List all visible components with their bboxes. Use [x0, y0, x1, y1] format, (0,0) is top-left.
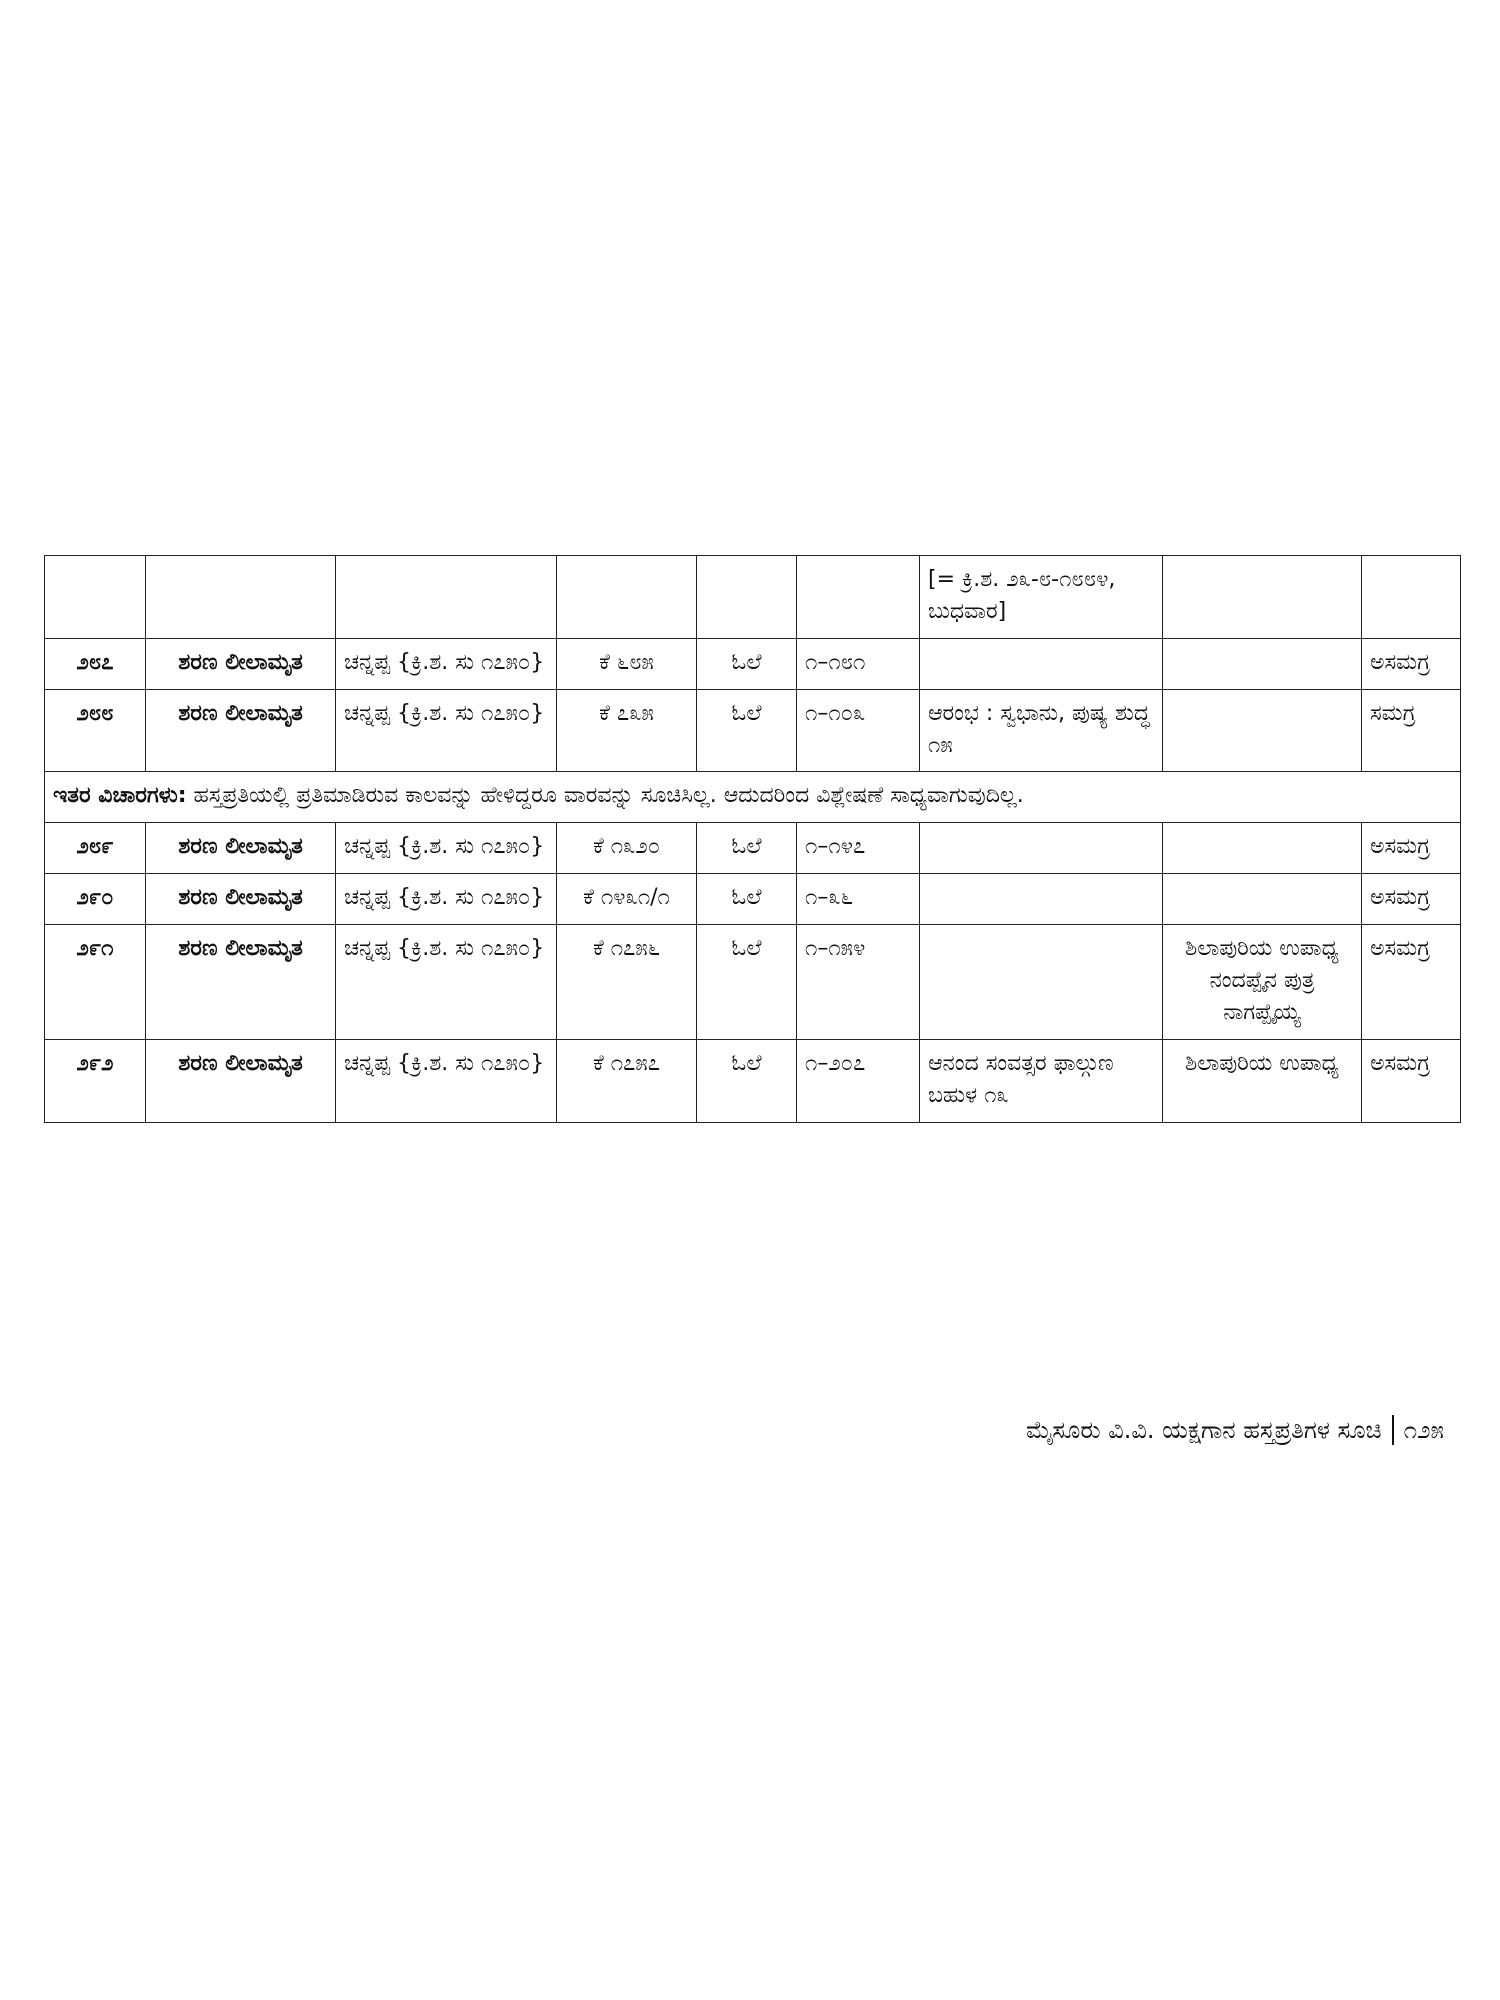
manuscript-number: ಕೆ ೭೩೫	[557, 689, 697, 772]
scribe: ಶಿಲಾಪುರಿಯ ಉಪಾಧ್ಯ ನಂದಪ್ಪೈನ ಪುತ್ರ ನಾಗಪ್ಪೈಯ್ಯ	[1163, 925, 1362, 1040]
completeness-status: ಅಸಮಗ್ರ	[1362, 874, 1461, 925]
manuscript-number: ಕೆ ೧೩೨೦	[557, 823, 697, 874]
material: ಓಲೆ	[697, 689, 797, 772]
note-text: ಹಸ್ತಪ್ರತಿಯಲ್ಲಿ ಪ್ರತಿಮಾಡಿರುವ ಕಾಲವನ್ನು ಹೇಳಿದ್ದರೂ ವಾರವನ್ನು ಸೂಚಿಸಿಲ್ಲ. ಆದುದರಿಂದ ವಿಶ್ಲೇಷಣೆ ಸಾಧ್ಯವಾಗುವುದಿಲ್ಲ.	[193, 783, 1024, 809]
catalogue-number: ೨೮೯	[45, 823, 146, 874]
folio-range: ೧–೧೪೭	[797, 823, 920, 874]
note-label: ಇತರ ವಿಚಾರಗಳು:	[53, 783, 187, 809]
catalogue-number: ೨೮೭	[45, 638, 146, 689]
table-row	[45, 556, 1461, 639]
table-row	[45, 874, 1461, 925]
author-date	[336, 556, 557, 639]
author-date: ಚನ್ನಪ್ಪ {ಕ್ರಿ.ಶ. ಸು ೧೭೫೦}	[336, 689, 557, 772]
folio-range: ೧–೧೫೪	[797, 925, 920, 1040]
work-title: ಶರಣ ಲೀಲಾಮೃತ	[146, 1039, 336, 1122]
author-date: ಚನ್ನಪ್ಪ {ಕ್ರಿ.ಶ. ಸು ೧೭೫೦}	[336, 925, 557, 1040]
scribe	[1163, 689, 1362, 772]
copy-date: ಆರಂಭ : ಸ್ವಭಾನು, ಪುಷ್ಯ ಶುದ್ಧ ೧೫	[920, 689, 1163, 772]
author-date: ಚನ್ನಪ್ಪ {ಕ್ರಿ.ಶ. ಸು ೧೭೫೦}	[336, 874, 557, 925]
folio-range: ೧–೨೦೭	[797, 1039, 920, 1122]
page-footer	[1026, 1415, 1444, 1445]
copy-date	[920, 925, 1163, 1040]
copy-date	[920, 638, 1163, 689]
catalogue-number: ೨೯೨	[45, 1039, 146, 1122]
completeness-status: ಅಸಮಗ್ರ	[1362, 823, 1461, 874]
copy-date	[920, 823, 1163, 874]
copy-date: [= ಕ್ರಿ.ಶ. ೨೩-೮-೧೮೮೪, ಬುಧವಾರ]	[920, 556, 1163, 639]
folio-range	[797, 556, 920, 639]
folio-range: ೧–೩೬	[797, 874, 920, 925]
manuscript-table	[44, 555, 1461, 1123]
footer-separator	[1392, 1415, 1394, 1445]
work-title: ಶರಣ ಲೀಲಾಮೃತ	[146, 874, 336, 925]
material	[697, 556, 797, 639]
manuscript-number: ಕೆ ೧೪೩೧/೧	[557, 874, 697, 925]
scribe	[1163, 874, 1362, 925]
manuscript-number	[557, 556, 697, 639]
manuscript-number: ಕೆ ೬೮೫	[557, 638, 697, 689]
catalogue-number: ೨೯೦	[45, 874, 146, 925]
material: ಓಲೆ	[697, 1039, 797, 1122]
manuscript-number: ಕೆ ೧೭೫೬	[557, 925, 697, 1040]
catalogue-number: ೨೯೧	[45, 925, 146, 1040]
completeness-status: ಅಸಮಗ್ರ	[1362, 925, 1461, 1040]
scribe	[1163, 556, 1362, 639]
material: ಓಲೆ	[697, 925, 797, 1040]
table-body	[45, 556, 1461, 1123]
footer-title: ಮೈಸೂರು ವಿ.ವಿ. ಯಕ್ಷಗಾನ ಹಸ್ತಪ್ರತಿಗಳ ಸೂಚಿ	[1025, 1416, 1382, 1444]
table-row	[45, 823, 1461, 874]
table-row	[45, 689, 1461, 772]
copy-date: ಆನಂದ ಸಂವತ್ಸರ ಫಾಲ್ಗುಣ ಬಹುಳ ೧೩	[920, 1039, 1163, 1122]
scribe	[1163, 823, 1362, 874]
completeness-status	[1362, 556, 1461, 639]
author-date: ಚನ್ನಪ್ಪ {ಕ್ರಿ.ಶ. ಸು ೧೭೫೦}	[336, 823, 557, 874]
scribe: ಶಿಲಾಪುರಿಯ ಉಪಾಧ್ಯ	[1163, 1039, 1362, 1122]
page-number: ೧೨೫	[1403, 1416, 1444, 1444]
copy-date	[920, 874, 1163, 925]
table-row	[45, 638, 1461, 689]
manuscript-number: ಕೆ ೧೭೫೭	[557, 1039, 697, 1122]
author-date: ಚನ್ನಪ್ಪ {ಕ್ರಿ.ಶ. ಸು ೧೭೫೦}	[336, 1039, 557, 1122]
author-date: ಚನ್ನಪ್ಪ {ಕ್ರಿ.ಶ. ಸು ೧೭೫೦}	[336, 638, 557, 689]
folio-range: ೧–೧೮೧	[797, 638, 920, 689]
completeness-status: ಅಸಮಗ್ರ	[1362, 1039, 1461, 1122]
catalogue-number	[45, 556, 146, 639]
folio-range: ೧–೧೦೩	[797, 689, 920, 772]
table-row	[45, 1039, 1461, 1122]
completeness-status: ಸಮಗ್ರ	[1362, 689, 1461, 772]
table-row	[45, 925, 1461, 1040]
material: ಓಲೆ	[697, 638, 797, 689]
note-row	[45, 772, 1461, 823]
work-title: ಶರಣ ಲೀಲಾಮೃತ	[146, 689, 336, 772]
note-cell	[45, 772, 1461, 823]
completeness-status: ಅಸಮಗ್ರ	[1362, 638, 1461, 689]
work-title: ಶರಣ ಲೀಲಾಮೃತ	[146, 638, 336, 689]
scribe	[1163, 638, 1362, 689]
work-title	[146, 556, 336, 639]
material: ಓಲೆ	[697, 823, 797, 874]
catalogue-page	[44, 555, 1460, 1123]
work-title: ಶರಣ ಲೀಲಾಮೃತ	[146, 925, 336, 1040]
work-title: ಶರಣ ಲೀಲಾಮೃತ	[146, 823, 336, 874]
catalogue-number: ೨೮೮	[45, 689, 146, 772]
material: ಓಲೆ	[697, 874, 797, 925]
